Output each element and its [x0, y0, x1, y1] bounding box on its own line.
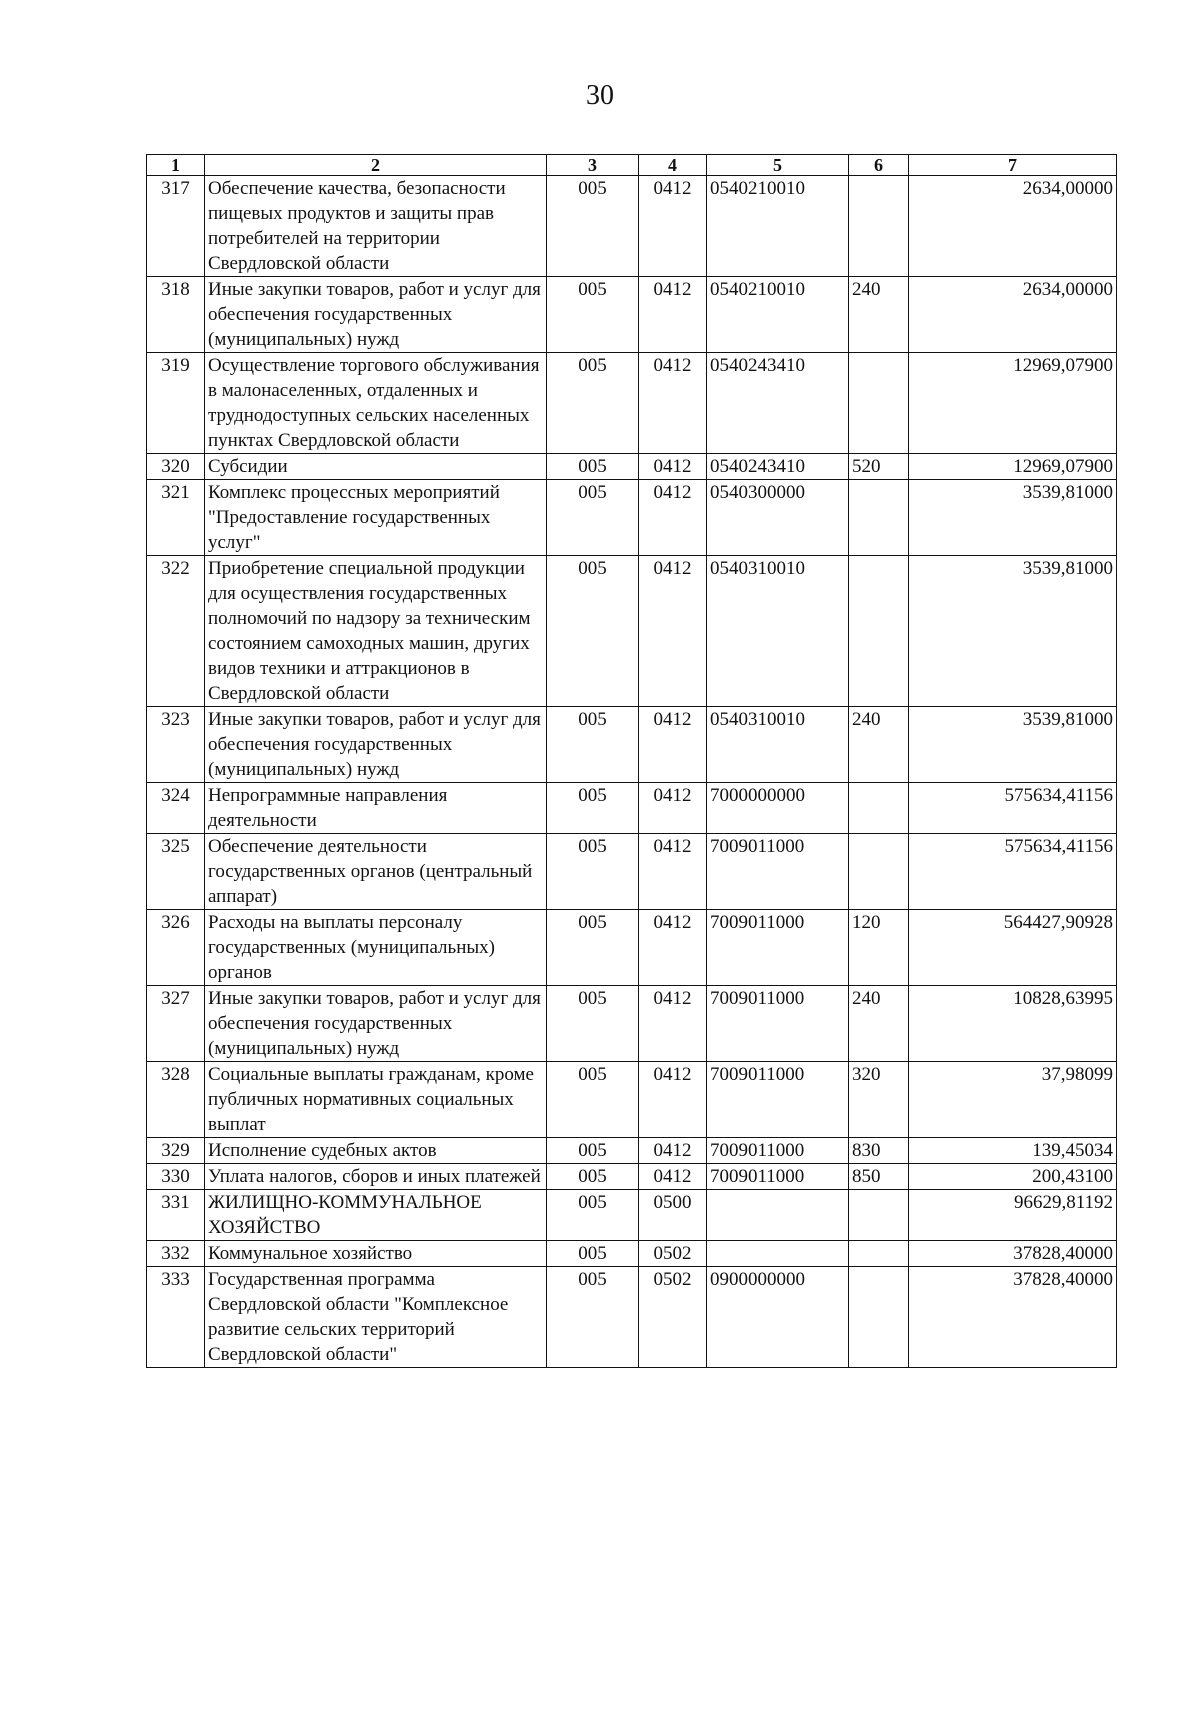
expense-name: Непрограммные направления деятельности — [205, 783, 547, 834]
expense-type-code: 240 — [849, 277, 909, 353]
expense-type-code: 240 — [849, 986, 909, 1062]
row-number: 326 — [147, 910, 205, 986]
section-code: 0412 — [639, 353, 707, 454]
table-row — [147, 986, 1117, 1062]
row-number: 324 — [147, 783, 205, 834]
section-code: 0412 — [639, 176, 707, 277]
section-code: 0412 — [639, 556, 707, 707]
expense-name: Комплекс процессных мероприятий "Предоставление государственных услуг" — [205, 480, 547, 556]
expense-type-code — [849, 176, 909, 277]
table-row — [147, 1062, 1117, 1138]
column-header: 6 — [849, 155, 909, 176]
section-code: 0412 — [639, 910, 707, 986]
amount-value: 37828,40000 — [909, 1241, 1117, 1267]
table-row — [147, 1241, 1117, 1267]
amount-value: 2634,00000 — [909, 176, 1117, 277]
amount-value: 10828,63995 — [909, 986, 1117, 1062]
expense-type-code: 850 — [849, 1164, 909, 1190]
amount-value: 37828,40000 — [909, 1267, 1117, 1368]
header-row — [147, 155, 1117, 176]
row-number: 322 — [147, 556, 205, 707]
expense-name: Субсидии — [205, 454, 547, 480]
ministry-code: 005 — [547, 353, 639, 454]
row-number: 321 — [147, 480, 205, 556]
amount-value: 3539,81000 — [909, 707, 1117, 783]
expense-name: Коммунальное хозяйство — [205, 1241, 547, 1267]
ministry-code: 005 — [547, 707, 639, 783]
section-code: 0502 — [639, 1267, 707, 1368]
expense-name: Социальные выплаты гражданам, кроме публичных нормативных социальных выплат — [205, 1062, 547, 1138]
expense-name: Осуществление торгового обслуживания в малонаселенных, отдаленных и труднодоступных сельских населенных пунктах Свердловской области — [205, 353, 547, 454]
table-row — [147, 1164, 1117, 1190]
target-article-code: 7009011000 — [707, 1062, 849, 1138]
target-article-code: 7009011000 — [707, 986, 849, 1062]
expense-type-code — [849, 1241, 909, 1267]
row-number: 331 — [147, 1190, 205, 1241]
expense-name: Расходы на выплаты персоналу государственных (муниципальных) органов — [205, 910, 547, 986]
table-row — [147, 176, 1117, 277]
ministry-code: 005 — [547, 1190, 639, 1241]
row-number: 330 — [147, 1164, 205, 1190]
section-code: 0412 — [639, 1062, 707, 1138]
expense-type-code: 240 — [849, 707, 909, 783]
target-article-code: 7009011000 — [707, 1164, 849, 1190]
ministry-code: 005 — [547, 1241, 639, 1267]
expense-type-code — [849, 834, 909, 910]
amount-value: 12969,07900 — [909, 353, 1117, 454]
expense-type-code — [849, 783, 909, 834]
target-article-code: 7009011000 — [707, 834, 849, 910]
ministry-code: 005 — [547, 1062, 639, 1138]
section-code: 0412 — [639, 834, 707, 910]
row-number: 323 — [147, 707, 205, 783]
ministry-code: 005 — [547, 986, 639, 1062]
ministry-code: 005 — [547, 454, 639, 480]
row-number: 328 — [147, 1062, 205, 1138]
page-number: 30 — [586, 80, 614, 111]
table-row — [147, 480, 1117, 556]
expense-type-code — [849, 556, 909, 707]
expense-name: ЖИЛИЩНО-КОММУНАЛЬНОЕ ХОЗЯЙСТВО — [205, 1190, 547, 1241]
section-code: 0412 — [639, 783, 707, 834]
target-article-code: 7000000000 — [707, 783, 849, 834]
target-article-code — [707, 1190, 849, 1241]
section-code: 0412 — [639, 277, 707, 353]
table-row — [147, 1190, 1117, 1241]
expense-name: Государственная программа Свердловской области "Комплексное развитие сельских территорий Свердловской области" — [205, 1267, 547, 1368]
amount-value: 575634,41156 — [909, 783, 1117, 834]
target-article-code: 0540300000 — [707, 480, 849, 556]
row-number: 317 — [147, 176, 205, 277]
expense-type-code: 120 — [849, 910, 909, 986]
ministry-code: 005 — [547, 1138, 639, 1164]
expense-name: Уплата налогов, сборов и иных платежей — [205, 1164, 547, 1190]
row-number: 325 — [147, 834, 205, 910]
expense-type-code — [849, 480, 909, 556]
amount-value: 564427,90928 — [909, 910, 1117, 986]
ministry-code: 005 — [547, 834, 639, 910]
expense-type-code: 830 — [849, 1138, 909, 1164]
amount-value: 3539,81000 — [909, 556, 1117, 707]
column-header: 7 — [909, 155, 1117, 176]
target-article-code: 0540310010 — [707, 707, 849, 783]
ministry-code: 005 — [547, 1164, 639, 1190]
column-header: 5 — [707, 155, 849, 176]
table-row — [147, 277, 1117, 353]
target-article-code: 0540210010 — [707, 176, 849, 277]
table-row — [147, 1138, 1117, 1164]
section-code: 0412 — [639, 1138, 707, 1164]
row-number: 333 — [147, 1267, 205, 1368]
ministry-code: 005 — [547, 277, 639, 353]
expense-type-code: 320 — [849, 1062, 909, 1138]
ministry-code: 005 — [547, 1267, 639, 1368]
table-row — [147, 556, 1117, 707]
table-row — [147, 353, 1117, 454]
table-row — [147, 783, 1117, 834]
ministry-code: 005 — [547, 910, 639, 986]
column-header: 1 — [147, 155, 205, 176]
table-row — [147, 707, 1117, 783]
expense-name: Иные закупки товаров, работ и услуг для обеспечения государственных (муниципальных) нужд — [205, 277, 547, 353]
ministry-code: 005 — [547, 176, 639, 277]
target-article-code: 0540210010 — [707, 277, 849, 353]
expense-name: Исполнение судебных актов — [205, 1138, 547, 1164]
section-code: 0412 — [639, 480, 707, 556]
table-body — [147, 176, 1117, 1368]
section-code: 0412 — [639, 986, 707, 1062]
row-number: 320 — [147, 454, 205, 480]
row-number: 319 — [147, 353, 205, 454]
amount-value: 575634,41156 — [909, 834, 1117, 910]
row-number: 318 — [147, 277, 205, 353]
amount-value: 3539,81000 — [909, 480, 1117, 556]
target-article-code: 7009011000 — [707, 910, 849, 986]
expense-type-code: 520 — [849, 454, 909, 480]
column-header: 4 — [639, 155, 707, 176]
column-header: 3 — [547, 155, 639, 176]
target-article-code: 0540310010 — [707, 556, 849, 707]
amount-value: 37,98099 — [909, 1062, 1117, 1138]
expense-name: Обеспечение качества, безопасности пищевых продуктов и защиты прав потребителей на территории Свердловской области — [205, 176, 547, 277]
section-code: 0500 — [639, 1190, 707, 1241]
table-row — [147, 1267, 1117, 1368]
target-article-code — [707, 1241, 849, 1267]
expense-type-code — [849, 1190, 909, 1241]
table-row — [147, 454, 1117, 480]
amount-value: 12969,07900 — [909, 454, 1117, 480]
expense-name: Иные закупки товаров, работ и услуг для обеспечения государственных (муниципальных) нужд — [205, 986, 547, 1062]
ministry-code: 005 — [547, 783, 639, 834]
target-article-code: 0540243410 — [707, 454, 849, 480]
row-number: 332 — [147, 1241, 205, 1267]
target-article-code: 0540243410 — [707, 353, 849, 454]
amount-value: 139,45034 — [909, 1138, 1117, 1164]
target-article-code: 0900000000 — [707, 1267, 849, 1368]
target-article-code: 7009011000 — [707, 1138, 849, 1164]
table-row — [147, 834, 1117, 910]
section-code: 0502 — [639, 1241, 707, 1267]
table-row — [147, 910, 1117, 986]
ministry-code: 005 — [547, 480, 639, 556]
expense-name: Приобретение специальной продукции для осуществления государственных полномочий по надзору за техническим состоянием самоходных машин, других видов техники и аттракционов в Свердловской области — [205, 556, 547, 707]
section-code: 0412 — [639, 454, 707, 480]
amount-value: 200,43100 — [909, 1164, 1117, 1190]
column-header: 2 — [205, 155, 547, 176]
budget-table — [146, 154, 1117, 1368]
expense-type-code — [849, 353, 909, 454]
row-number: 329 — [147, 1138, 205, 1164]
section-code: 0412 — [639, 1164, 707, 1190]
ministry-code: 005 — [547, 556, 639, 707]
expense-name: Обеспечение деятельности государственных органов (центральный аппарат) — [205, 834, 547, 910]
expense-type-code — [849, 1267, 909, 1368]
row-number: 327 — [147, 986, 205, 1062]
expense-name: Иные закупки товаров, работ и услуг для обеспечения государственных (муниципальных) нужд — [205, 707, 547, 783]
amount-value: 96629,81192 — [909, 1190, 1117, 1241]
amount-value: 2634,00000 — [909, 277, 1117, 353]
section-code: 0412 — [639, 707, 707, 783]
